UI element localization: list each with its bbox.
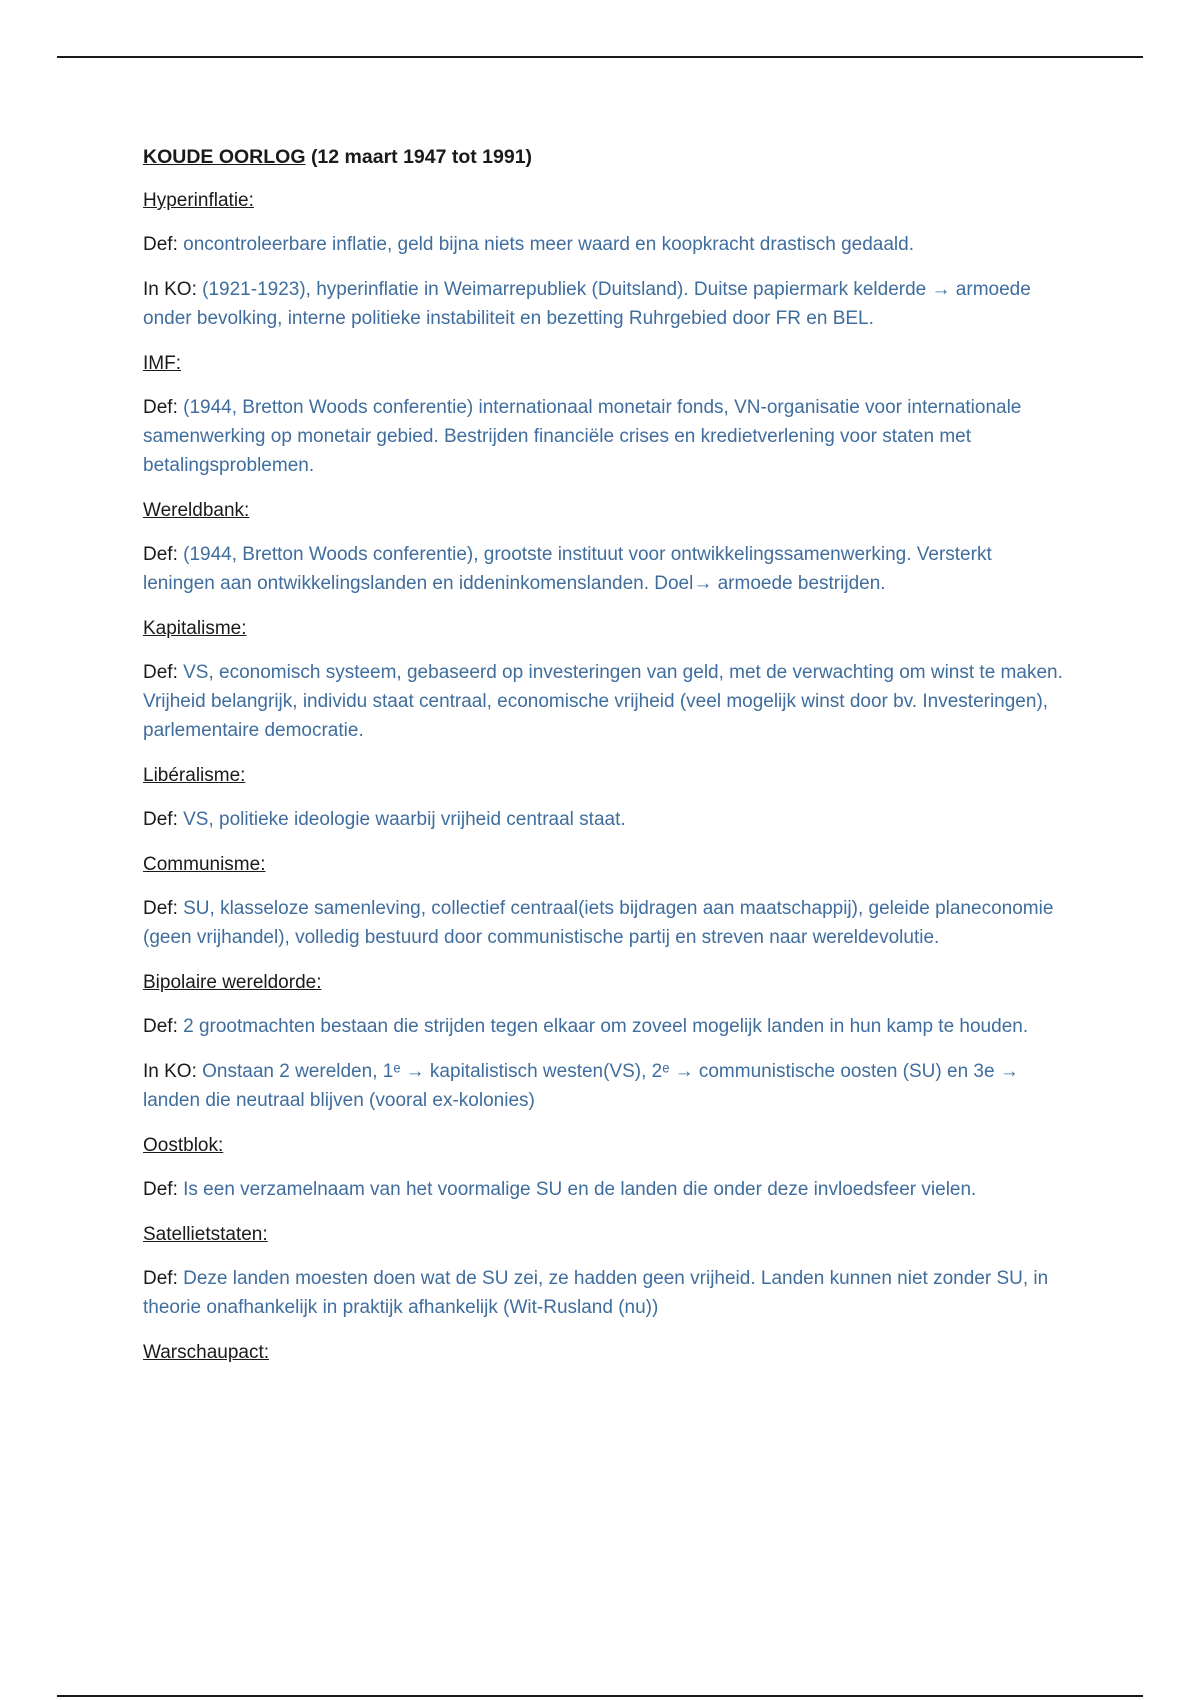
section-heading: Wereldbank: [143,500,250,521]
definition-paragraph [143,540,1063,598]
paragraph-text: Onstaan 2 werelden, 1ᵉ → kapitalistisch westen(VS), 2ᵉ → communistische oosten (SU) en 3e → landen die neutraal blijven (vooral ex-kolonies) [143,1061,1019,1111]
section-heading: Warschaupact: [143,1342,270,1363]
definition-paragraph [143,1057,1063,1115]
sections [143,186,1063,1367]
paragraph-text: 2 grootmachten bestaan die strijden tegen elkaar om zoveel mogelijk landen in hun kamp te houden. [183,1016,1029,1037]
paragraph-text: (1944, Bretton Woods conferentie) internationaal monetair fonds, VN-organisatie voor internationale samenwerking op monetair gebied. Bestrijden financiële crises en kredietverlening voor staten met betalingsproblemen. [143,397,1022,476]
definition-paragraph [143,658,1063,745]
header-rule [57,56,1143,58]
definition-paragraph [143,230,1063,259]
section-heading: Communisme: [143,854,266,875]
definition-paragraph [143,1175,1063,1204]
section-heading: IMF: [143,353,181,374]
paragraph-label: Def: [143,662,184,683]
paragraph-text: oncontroleerbare inflatie, geld bijna niets meer waard en koopkracht drastisch gedaald. [183,234,915,255]
definition-paragraph [143,805,1063,834]
paragraph-label: Def: [143,809,184,830]
paragraph-label: In KO: [143,1061,203,1082]
definition-paragraph [143,393,1063,480]
section-heading: Kapitalisme: [143,618,247,639]
paragraph-text: (1944, Bretton Woods conferentie), grootste instituut voor ontwikkelingssamenwerking. Versterkt leningen aan ontwikkelingslanden en iddeninkomenslanden. Doel→ armoede bestrijden. [143,544,992,594]
title-main: KOUDE OORLOG [143,146,306,168]
section-heading: Hyperinflatie: [143,190,254,211]
paragraph-label: Def: [143,898,184,919]
paragraph-label: Def: [143,1179,184,1200]
section-heading: Bipolaire wereldorde: [143,972,322,993]
section-heading: Oostblok: [143,1135,224,1156]
paragraph-text: (1921-1923), hyperinflatie in Weimarrepubliek (Duitsland). Duitse papiermark kelderde → armoede onder bevolking, interne politieke instabiliteit en bezetting Ruhrgebied door FR en BEL. [143,279,1031,329]
section-heading: Satellietstaten: [143,1224,268,1245]
paragraph-text: VS, economisch systeem, gebaseerd op investeringen van geld, met de verwachting om winst te maken. Vrijheid belangrijk, individu staat centraal, economische vrijheid (veel mogelijk winst door bv. Investeringen), parlementaire democratie. [143,662,1063,741]
definition-paragraph [143,1012,1063,1041]
title-sub: (12 maart 1947 tot 1991) [310,146,533,168]
document-body [143,143,1063,1382]
paragraph-text: Deze landen moesten doen wat de SU zei, ze hadden geen vrijheid. Landen kunnen niet zonder SU, in theorie onafhankelijk in praktijk afhankelijk (Wit-Rusland (nu)) [143,1268,1049,1318]
paragraph-text: Is een verzamelnaam van het voormalige SU en de landen die onder deze invloedsfeer vielen. [183,1179,977,1200]
paragraph-label: Def: [143,234,184,255]
paragraph-label: Def: [143,1268,184,1289]
paragraph-label: Def: [143,397,184,418]
footer-rule [57,1695,1143,1697]
definition-paragraph [143,1264,1063,1322]
section-heading: Libéralisme: [143,765,246,786]
definition-paragraph [143,894,1063,952]
paragraph-label: In KO: [143,279,203,300]
paragraph-label: Def: [143,1016,184,1037]
paragraph-text: SU, klasseloze samenleving, collectief centraal(iets bijdragen aan maatschappij), geleide planeconomie (geen vrijhandel), volledig bestuurd door communistische partij en streven naar wereldevolutie. [143,898,1054,948]
document-title [143,143,1063,172]
definition-paragraph [143,275,1063,333]
paragraph-label: Def: [143,544,184,565]
paragraph-text: VS, politieke ideologie waarbij vrijheid centraal staat. [183,809,626,830]
